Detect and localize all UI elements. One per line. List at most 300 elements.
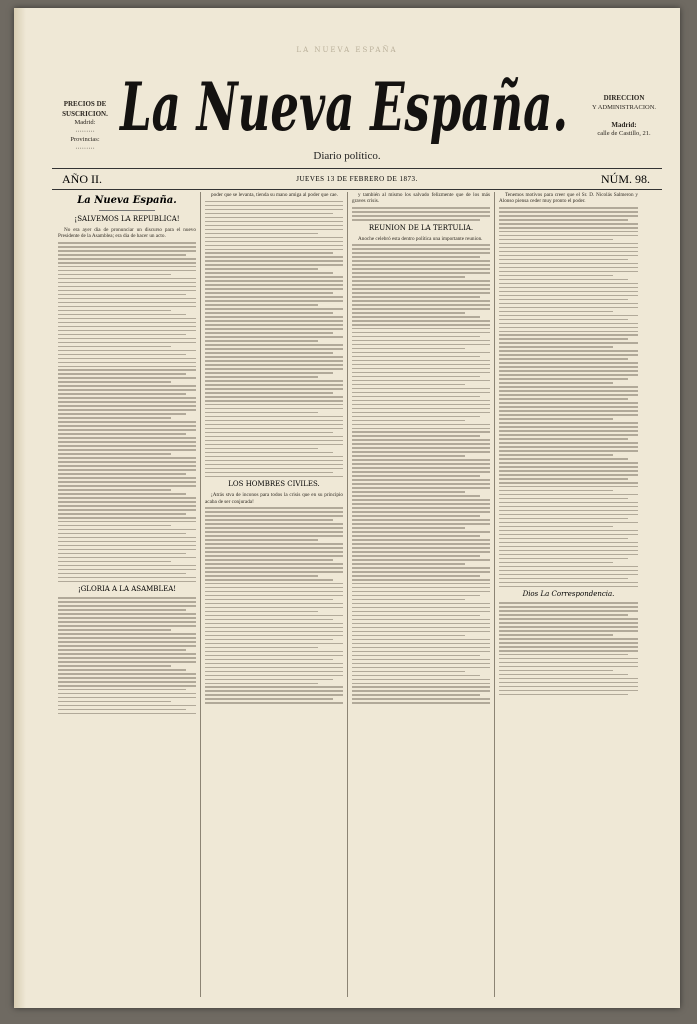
text-line <box>352 268 490 270</box>
text-line <box>205 300 343 302</box>
text-line <box>58 461 196 463</box>
text-line <box>352 368 490 370</box>
issue-number: NÚM. 98. <box>600 172 650 186</box>
text-line <box>499 378 628 380</box>
text-line <box>352 316 480 318</box>
text-line <box>499 462 638 464</box>
text-line <box>205 272 333 274</box>
text-line <box>499 406 638 408</box>
article-title-2: ¡GLORIA A LA ASAMBLEA! <box>77 585 177 594</box>
article-body-2 <box>352 244 490 704</box>
text-line <box>352 439 490 441</box>
text-line <box>499 291 638 293</box>
text-line <box>58 549 196 551</box>
text-line <box>499 442 638 444</box>
text-line <box>499 279 628 281</box>
text-line <box>58 362 196 364</box>
text-line <box>205 264 343 266</box>
text-line <box>205 252 333 254</box>
text-line <box>205 694 343 696</box>
text-line <box>499 542 638 544</box>
text-line <box>58 629 171 631</box>
text-line <box>499 482 638 484</box>
text-line <box>58 441 196 443</box>
text-line <box>352 507 490 509</box>
text-line <box>205 531 343 533</box>
text-line <box>58 513 186 515</box>
direction-heading: DIRECCION <box>603 94 645 102</box>
text-line <box>205 328 343 330</box>
text-line <box>352 527 465 529</box>
article-lead: Tenemos motivos para creer que el Sr. D. Nicolás Salmeron y Alonso piensa ceder muy pronto el poder. <box>499 192 638 205</box>
text-line <box>352 420 465 422</box>
text-line <box>58 453 171 455</box>
text-line <box>499 207 638 209</box>
text-line <box>499 694 628 696</box>
text-line <box>352 384 465 386</box>
text-line <box>205 671 343 673</box>
text-line <box>58 713 196 715</box>
text-line <box>352 388 490 390</box>
text-line <box>499 574 638 576</box>
text-line <box>58 485 196 487</box>
text-line <box>499 251 638 253</box>
text-line <box>58 330 196 332</box>
text-line <box>58 326 196 328</box>
text-line <box>499 634 613 636</box>
text-line <box>352 400 490 402</box>
text-line <box>58 369 196 371</box>
text-line <box>499 530 638 532</box>
column-4 <box>495 192 642 997</box>
text-line <box>58 449 196 451</box>
text-line <box>58 517 196 519</box>
text-line <box>499 606 638 608</box>
text-line <box>499 654 628 656</box>
text-line <box>499 386 638 388</box>
text-line <box>499 235 638 237</box>
text-line <box>499 394 638 396</box>
text-line <box>499 342 638 344</box>
text-line <box>58 385 196 387</box>
text-line <box>58 242 196 244</box>
text-line <box>58 525 171 527</box>
text-line <box>499 323 638 325</box>
text-line <box>352 587 490 589</box>
text-line <box>205 268 318 270</box>
text-line <box>58 685 196 687</box>
text-line <box>58 577 196 579</box>
text-line <box>205 304 318 306</box>
text-line <box>352 694 480 696</box>
text-line <box>58 381 171 383</box>
text-line <box>58 665 171 667</box>
text-line <box>499 382 613 384</box>
text-line <box>499 247 638 249</box>
text-line <box>58 457 196 459</box>
text-line <box>499 446 638 448</box>
text-line <box>499 650 638 652</box>
text-line <box>352 515 480 517</box>
text-line <box>352 591 490 593</box>
text-line <box>205 464 343 466</box>
text-line <box>352 336 480 338</box>
direction-madrid: Madrid: <box>611 120 637 129</box>
text-line <box>499 390 638 392</box>
text-line <box>58 657 196 659</box>
text-line <box>58 302 196 304</box>
text-line <box>352 619 490 621</box>
text-line <box>58 377 196 379</box>
prices-madrid: Madrid: <box>74 119 96 126</box>
text-line <box>499 346 613 348</box>
text-line <box>352 211 490 213</box>
text-line <box>499 331 638 333</box>
text-line <box>352 340 490 342</box>
text-line <box>205 205 343 207</box>
text-line <box>499 502 638 504</box>
text-line <box>58 597 196 599</box>
text-line <box>352 467 490 469</box>
text-line <box>58 557 196 559</box>
text-line <box>205 567 343 569</box>
text-line <box>205 376 318 378</box>
article-body-2 <box>499 602 638 695</box>
article-body <box>352 207 490 221</box>
text-line <box>352 332 490 334</box>
text-line <box>499 554 638 556</box>
text-line <box>205 543 343 545</box>
text-line <box>352 531 490 533</box>
text-line <box>58 581 196 583</box>
text-line <box>499 686 638 688</box>
text-line <box>205 340 318 342</box>
text-line <box>352 207 490 209</box>
text-line <box>352 416 480 418</box>
text-line <box>205 368 343 370</box>
text-line <box>205 559 333 561</box>
text-line <box>205 356 343 358</box>
text-line <box>205 519 333 521</box>
text-line <box>205 213 333 215</box>
text-line <box>499 670 613 672</box>
text-line <box>205 448 318 450</box>
text-line <box>352 304 490 306</box>
text-line <box>205 595 343 597</box>
ghost-header: LA NUEVA ESPAÑA <box>296 46 398 54</box>
masthead-title-text: La Nueva España. <box>118 68 569 146</box>
text-line <box>499 223 638 225</box>
text-line <box>352 396 480 398</box>
text-line <box>352 563 465 565</box>
text-line <box>58 641 196 643</box>
text-line <box>58 697 196 699</box>
text-line <box>205 643 343 645</box>
text-line <box>352 623 490 625</box>
text-line <box>205 233 318 235</box>
text-line <box>205 324 343 326</box>
text-line <box>352 272 490 274</box>
text-line <box>352 655 480 657</box>
text-line <box>205 364 343 366</box>
text-line <box>352 547 490 549</box>
text-line <box>58 633 196 635</box>
text-line <box>205 679 333 681</box>
text-line <box>58 521 196 523</box>
text-line <box>205 583 343 585</box>
text-line <box>58 358 196 360</box>
text-line <box>499 438 628 440</box>
article-body-2 <box>58 597 196 714</box>
text-line <box>58 425 196 427</box>
text-line <box>352 248 490 250</box>
top-rule <box>52 168 662 169</box>
text-line <box>499 690 638 692</box>
text-line <box>58 625 196 627</box>
text-line <box>352 583 490 585</box>
text-line <box>58 354 186 356</box>
text-line <box>205 686 343 688</box>
text-line <box>352 499 490 501</box>
text-line <box>205 563 343 565</box>
text-line <box>58 705 196 707</box>
text-line <box>499 239 613 241</box>
text-line <box>499 638 638 640</box>
text-line <box>499 311 613 313</box>
text-line <box>352 667 490 669</box>
text-line <box>205 468 343 470</box>
masthead-subtitle: Diario político. <box>313 150 381 162</box>
column-2 <box>201 192 348 997</box>
text-line <box>205 515 343 517</box>
text-line <box>499 642 638 644</box>
text-line <box>352 567 490 569</box>
text-line <box>58 413 186 415</box>
text-line <box>352 324 490 326</box>
text-line <box>58 366 196 368</box>
text-line <box>58 306 196 308</box>
text-line <box>58 405 196 407</box>
text-line <box>499 287 638 289</box>
text-line <box>58 545 196 547</box>
text-line <box>205 312 333 314</box>
text-line <box>205 611 318 613</box>
text-line <box>205 507 343 509</box>
article-title: ¡SALVEMOS LA REPUBLICA! <box>74 215 180 223</box>
text-line <box>58 489 171 491</box>
text-line <box>58 278 196 280</box>
text-line <box>205 619 333 621</box>
text-line <box>205 292 333 294</box>
text-line <box>58 417 171 419</box>
text-line <box>499 315 638 317</box>
text-line <box>205 229 343 231</box>
text-line <box>499 422 638 424</box>
text-line <box>352 686 490 688</box>
text-line <box>58 561 171 563</box>
text-line <box>205 579 333 581</box>
text-line <box>499 582 638 584</box>
text-line <box>499 490 613 492</box>
text-line <box>499 418 613 420</box>
text-line <box>205 690 343 692</box>
text-line <box>205 440 343 442</box>
text-line <box>352 300 490 302</box>
text-line <box>499 494 638 496</box>
direction-box <box>586 94 662 139</box>
text-line <box>58 645 196 647</box>
text-line <box>58 533 186 535</box>
text-line <box>352 276 465 278</box>
text-line <box>352 424 490 426</box>
text-line <box>58 282 196 284</box>
text-line <box>205 380 343 382</box>
text-line <box>352 690 490 692</box>
text-line <box>205 384 343 386</box>
text-line <box>58 246 196 248</box>
text-line <box>352 639 490 641</box>
text-line <box>58 342 196 344</box>
text-line <box>205 476 343 478</box>
text-line <box>58 481 196 483</box>
text-line <box>352 651 490 653</box>
text-line <box>352 280 490 282</box>
text-line <box>499 414 638 416</box>
text-line <box>352 683 490 685</box>
text-line <box>58 529 196 531</box>
text-line <box>58 346 171 348</box>
text-line <box>352 431 490 433</box>
text-line <box>205 201 343 203</box>
text-line <box>58 493 186 495</box>
text-line <box>352 631 490 633</box>
text-line <box>499 231 638 233</box>
text-line <box>352 643 490 645</box>
text-line <box>352 575 480 577</box>
text-line <box>205 571 343 573</box>
text-line <box>205 308 343 310</box>
article-lead: poder que se levanta, tienda su mano amiga al poder que cae. <box>211 192 338 198</box>
text-line <box>499 450 638 452</box>
text-line <box>352 308 490 310</box>
text-line <box>499 630 638 632</box>
text-line <box>352 595 480 597</box>
text-line <box>205 698 333 700</box>
text-line <box>499 334 638 336</box>
text-line <box>499 586 638 588</box>
text-line <box>205 683 318 685</box>
text-line <box>205 420 343 422</box>
date-label: JUEVES 13 DE FEBRERO DE 1873. <box>296 175 418 183</box>
text-line <box>205 627 343 629</box>
text-line <box>499 259 628 261</box>
text-line <box>352 698 490 700</box>
text-line <box>352 475 480 477</box>
text-line <box>205 587 343 589</box>
text-line <box>205 392 333 394</box>
text-line <box>58 258 196 260</box>
text-line <box>499 295 638 297</box>
text-line <box>205 241 343 243</box>
text-line <box>205 396 343 398</box>
text-line <box>352 215 490 217</box>
text-line <box>205 209 343 211</box>
text-line <box>499 602 638 604</box>
column-1 <box>54 192 201 997</box>
text-line <box>499 546 638 548</box>
text-line <box>58 601 196 603</box>
text-line <box>58 397 196 399</box>
text-line <box>58 637 196 639</box>
text-line <box>499 558 628 560</box>
text-line <box>205 225 343 227</box>
text-line <box>205 667 343 669</box>
text-line <box>205 436 343 438</box>
text-line <box>205 320 343 322</box>
text-line <box>352 264 490 266</box>
text-line <box>499 478 628 480</box>
text-line <box>499 474 638 476</box>
text-line <box>58 621 196 623</box>
text-line <box>499 299 628 301</box>
text-line <box>499 350 638 352</box>
text-line <box>499 526 613 528</box>
text-line <box>58 649 186 651</box>
text-line <box>58 605 196 607</box>
text-line <box>352 511 490 513</box>
text-line <box>205 472 333 474</box>
text-line <box>499 646 638 648</box>
text-line <box>499 678 638 680</box>
text-line <box>205 237 343 239</box>
text-line <box>58 673 196 675</box>
text-line <box>499 402 638 404</box>
text-line <box>205 280 343 282</box>
text-line <box>352 603 490 605</box>
text-line <box>352 372 490 374</box>
text-line <box>352 459 490 461</box>
text-line <box>58 613 196 615</box>
text-line <box>58 274 171 276</box>
text-line <box>58 569 196 571</box>
text-line <box>499 566 638 568</box>
text-line <box>205 659 333 661</box>
text-line <box>58 473 186 475</box>
text-line <box>499 283 638 285</box>
text-line <box>499 614 628 616</box>
text-line <box>499 430 638 432</box>
text-line <box>205 336 343 338</box>
text-line <box>205 404 343 406</box>
article-title: Dios La Correspondencia. <box>522 590 615 599</box>
text-line <box>205 412 318 414</box>
text-line <box>499 263 638 265</box>
text-line <box>499 398 628 400</box>
text-line <box>352 483 490 485</box>
text-line <box>58 661 196 663</box>
text-line <box>352 447 490 449</box>
text-line <box>58 322 196 324</box>
article-lead: No era ayer dia de pronunciar un discurso para el nuevo Presidente de la Asamblea; era dia de hacer un acto. <box>58 227 196 240</box>
text-line <box>352 663 490 665</box>
text-line <box>352 535 480 537</box>
text-line <box>205 352 333 354</box>
text-line <box>352 519 490 521</box>
text-line <box>205 456 343 458</box>
text-line <box>205 221 343 223</box>
text-line <box>352 404 490 406</box>
text-line <box>58 509 196 511</box>
